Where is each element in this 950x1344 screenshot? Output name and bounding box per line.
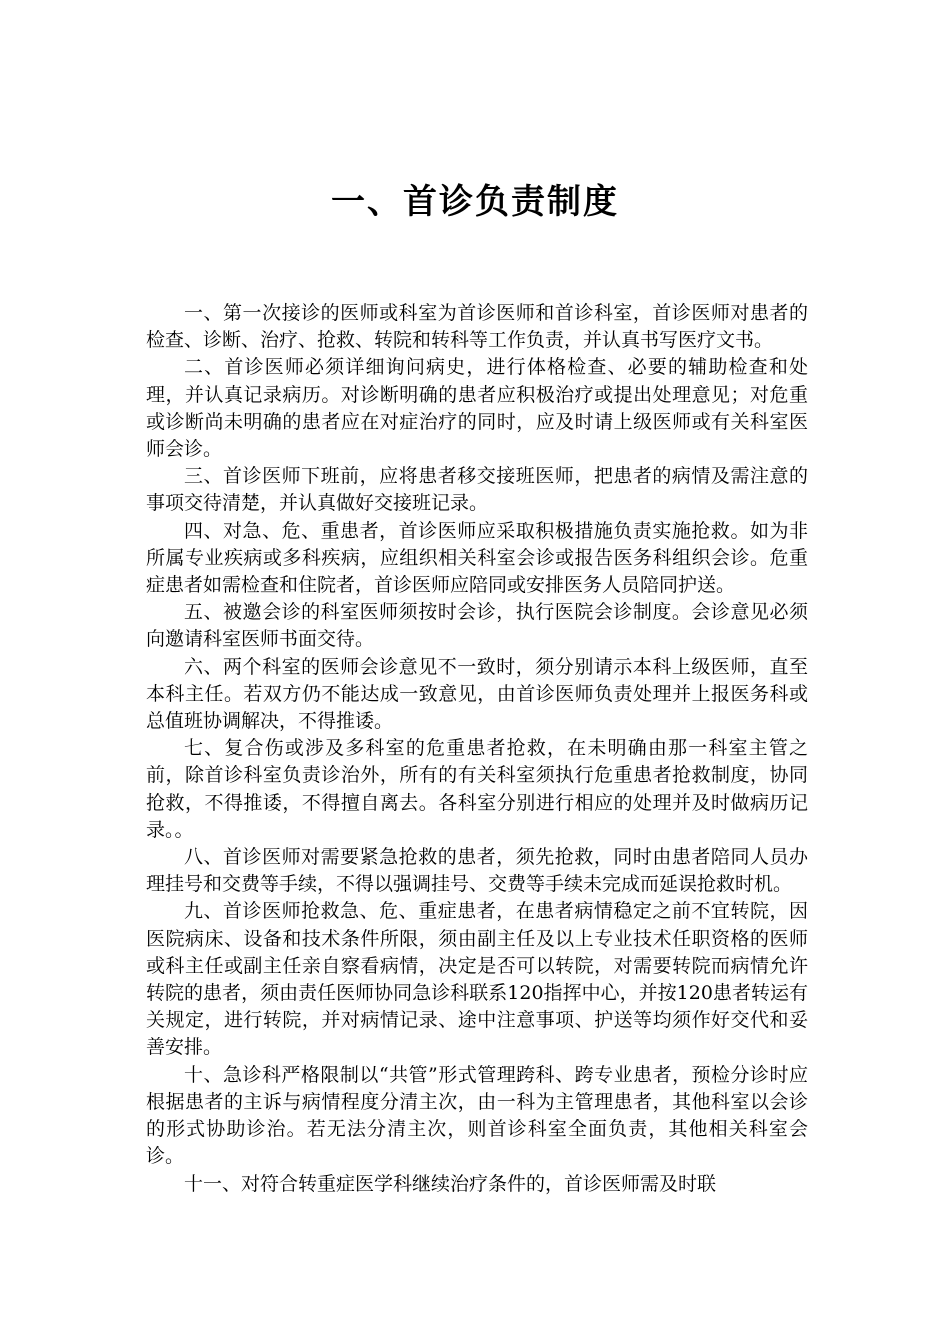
paragraph-10: 十、急诊科严格限制以“共管”形式管理跨科、跨专业患者，预检分诊时应根据患者的主诉与病情程度分清主次，由一科为主管理患者，其他科室以会诊的形式协助诊治。若无法分清主次，则首诊科室全面负责，其他相关科室会诊。: [146, 1063, 808, 1168]
paragraph-6: 六、两个科室的医师会诊意见不一致时，须分别请示本科上级医师，直至本科主任。若双方仍不能达成一致意见，由首诊医师负责处理并上报医务科或总值班协调解决，不得推诿。: [146, 655, 808, 733]
document-body: [146, 300, 808, 1198]
paragraph-1: 一、第一次接诊的医师或科室为首诊医师和首诊科室，首诊医师对患者的检查、诊断、治疗、抢救、转院和转科等工作负责，并认真书写医疗文书。: [146, 302, 808, 352]
paragraph-11: 十一、对符合转重症医学科继续治疗条件的，首诊医师需及时联: [184, 1172, 717, 1195]
document-title: 一、首诊负责制度: [331, 182, 619, 222]
paragraph-3: 三、首诊医师下班前，应将患者移交接班医师，把患者的病情及需注意的事项交待清楚，并认真做好交接班记录。: [146, 465, 808, 515]
paragraph-8: 八、首诊医师对需要紧急抢救的患者，须先抢救，同时由患者陪同人员办理挂号和交费等手续，不得以强调挂号、交费等手续未完成而延误抢救时机。: [146, 846, 808, 896]
paragraph-9: 九、首诊医师抢救急、危、重症患者，在患者病情稳定之前不宜转院，因医院病床、设备和技术条件所限，须由副主任及以上专业技术任职资格的医师或科主任或副主任亲自察看病情，决定是否可以转院，对需要转院而病情允许转院的患者，须由责任医师协同急诊科联系120指挥中心，并按120患者转运有关规定，进行转院，并对病情记录、途中注意事项、护送等均须作好交代和妥善安排。: [146, 900, 808, 1059]
paragraph-7: 七、复合伤或涉及多科室的危重患者抢救，在未明确由那一科室主管之前，除首诊科室负责诊治外，所有的有关科室须执行危重患者抢救制度，协同抢救，不得推诿，不得擅自离去。各科室分别进行相应的处理并及时做病历记录。。: [146, 737, 808, 841]
paragraph-4: 四、对急、危、重患者，首诊医师应采取积极措施负责实施抢救。如为非所属专业疾病或多科疾病，应组织相关科室会诊或报告医务科组织会诊。危重症患者如需检查和住院者，首诊医师应陪同或安排医务人员陪同护送。: [146, 519, 808, 597]
paragraph-2: 二、首诊医师必须详细询问病史，进行体格检查、必要的辅助检查和处理，并认真记录病历。对诊断明确的患者应积极治疗或提出处理意见；对危重或诊断尚未明确的患者应在对症治疗的同时，应及时请上级医师或有关科室医师会诊。: [146, 356, 808, 461]
paragraph-5: 五、被邀会诊的科室医师须按时会诊，执行医院会诊制度。会诊意见必须向邀请科室医师书面交待。: [146, 601, 808, 651]
